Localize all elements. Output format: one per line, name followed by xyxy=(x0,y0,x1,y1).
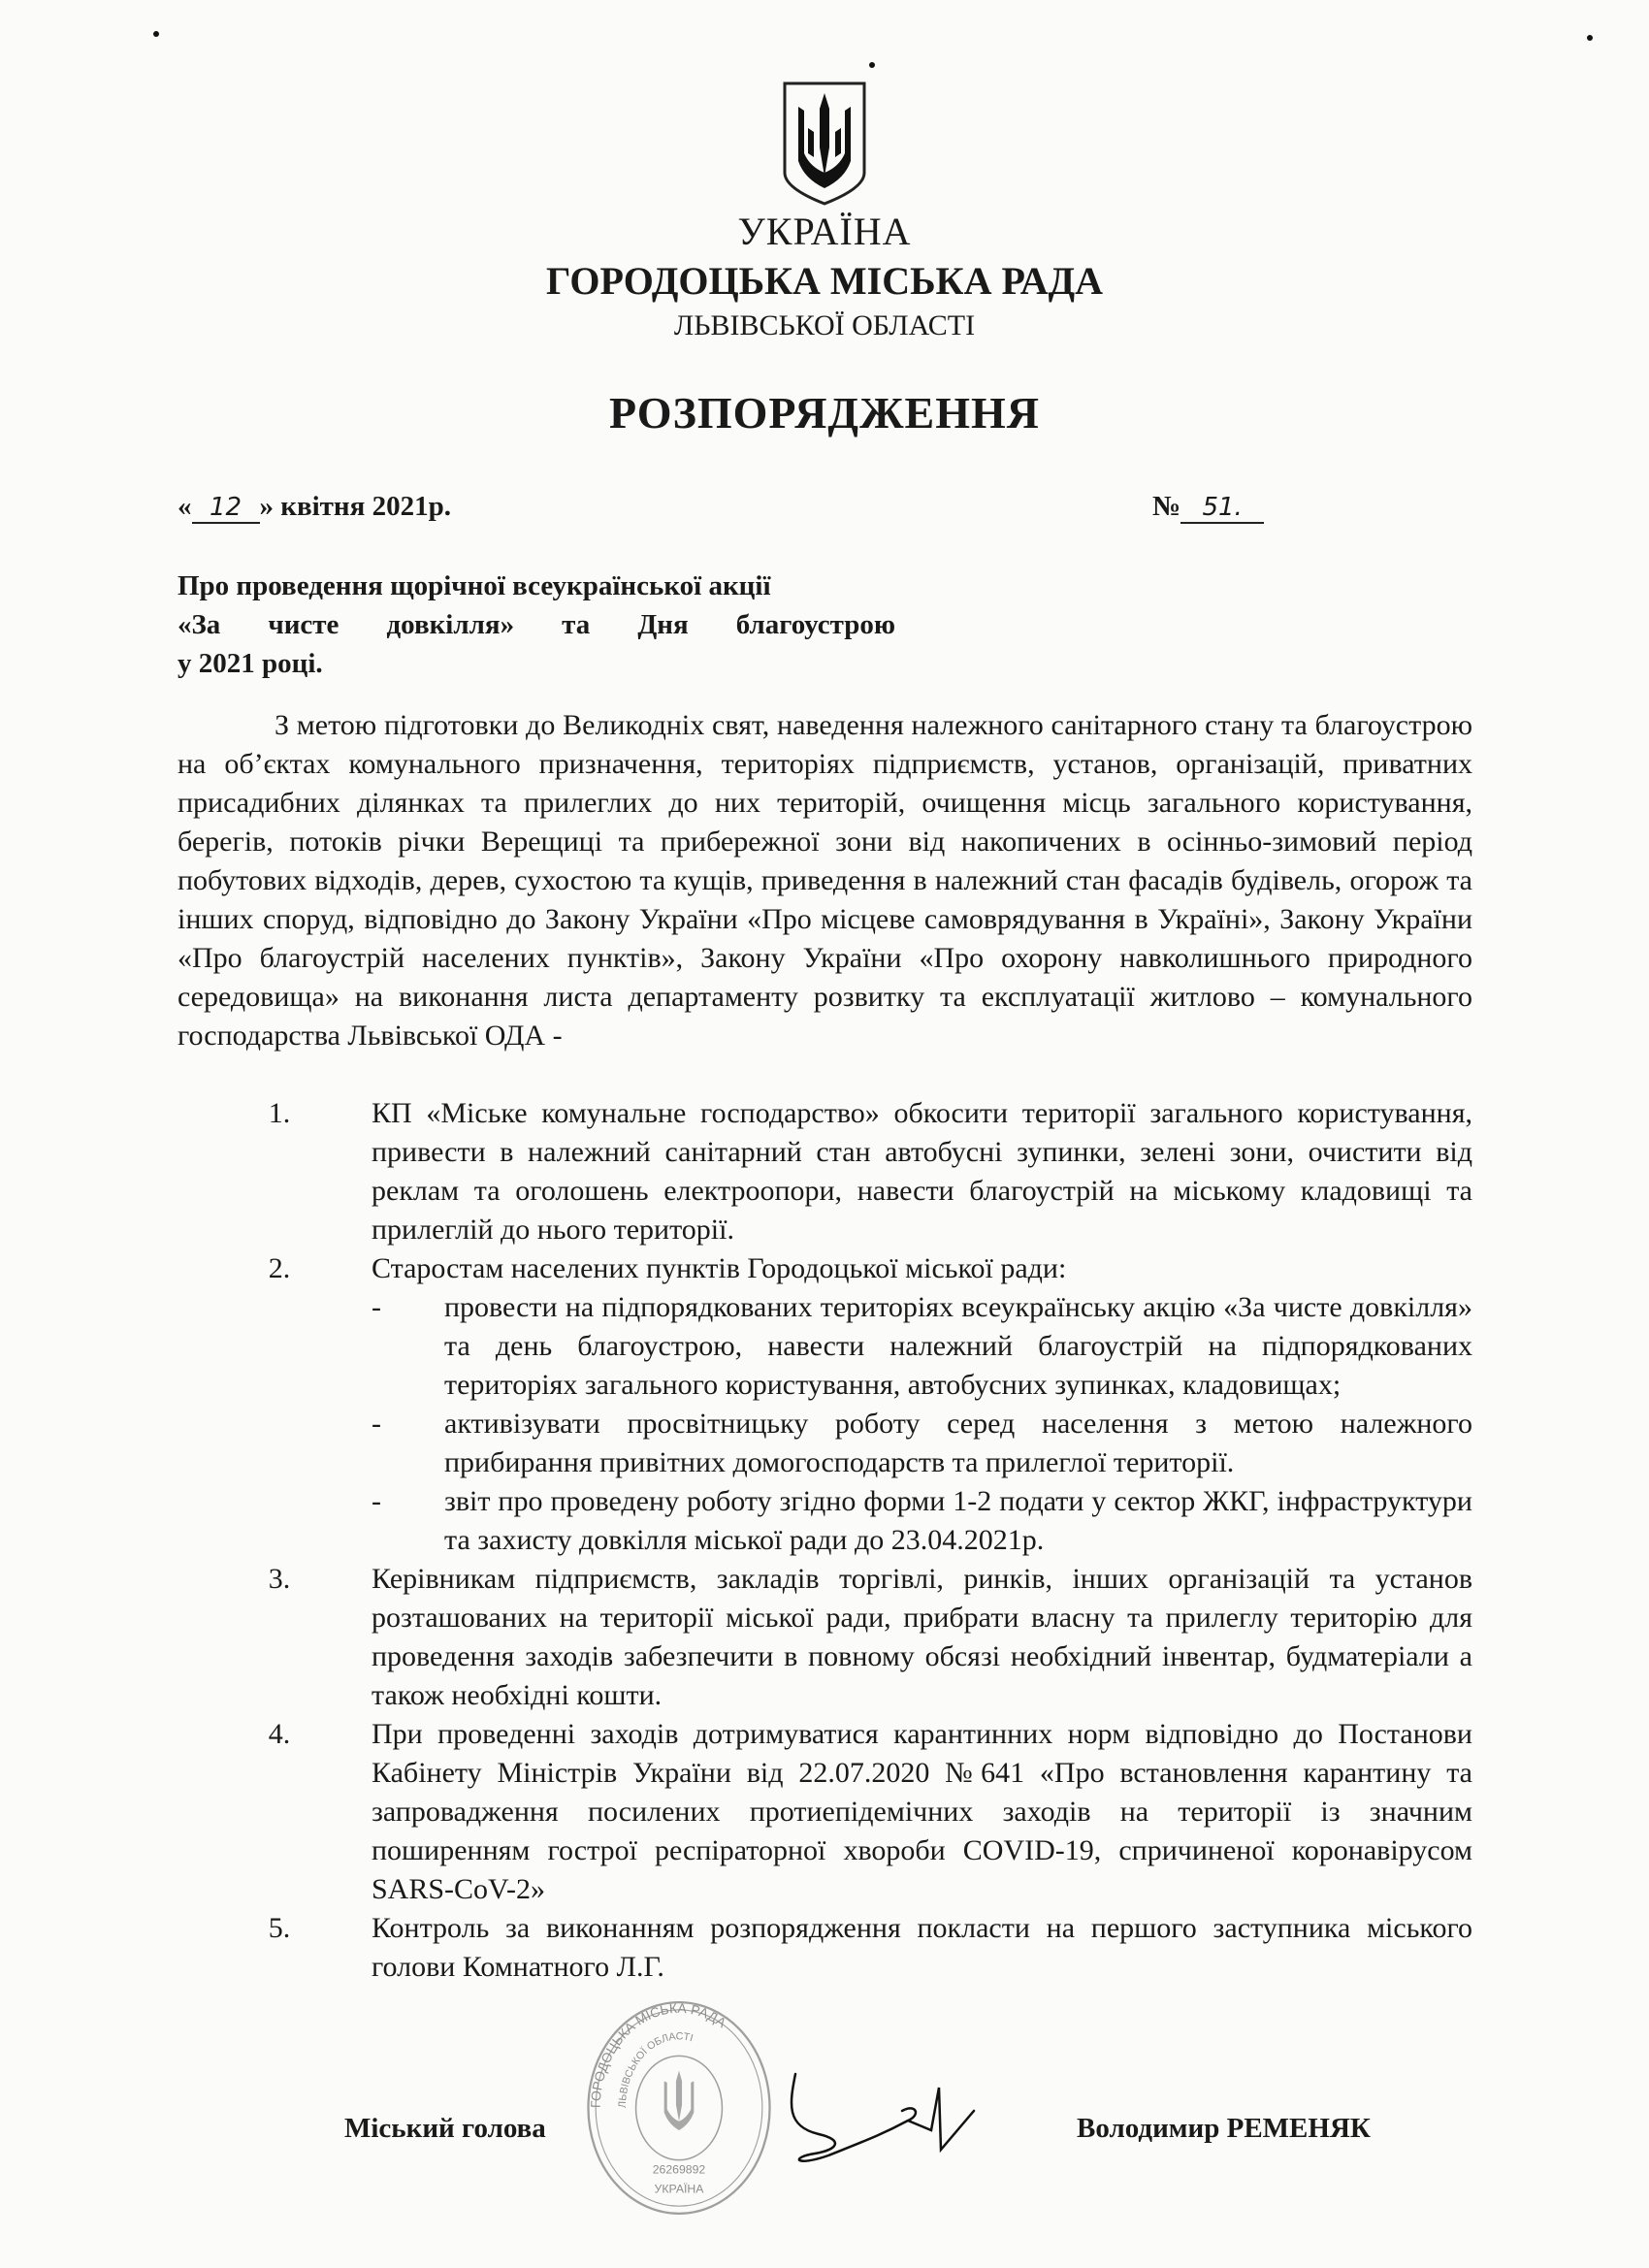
document-date xyxy=(178,491,451,524)
sub-item-dash: - xyxy=(372,1291,381,1323)
sub-item-text: звіт про проведену роботу згідно форми 1-2 подати у сектор ЖКГ, інфраструктури та захисту довкілля міської ради до 23.04.2021р. xyxy=(444,1485,1472,1556)
stamp-inner-text: ЛЬВІВСЬКОЇ ОБЛАСТІ xyxy=(616,2030,695,2109)
handwritten-number: 51. xyxy=(1180,493,1264,524)
date-rest: » квітня 2021р. xyxy=(259,491,451,522)
trident-emblem-icon xyxy=(781,80,868,208)
order-item xyxy=(178,1249,1472,1560)
stamp-code: 26269892 xyxy=(652,2162,706,2177)
sub-item-text: активізувати просвітницьку роботу серед населення з метою належного прибирання привітних домогосподарств та прилеглої території. xyxy=(444,1408,1472,1478)
stamp-outer-text: ГОРОДОЦЬКА МІСЬКА РАДА xyxy=(588,2000,729,2109)
subject-line: у 2021 році. xyxy=(178,648,323,679)
item-number: 4. xyxy=(268,1718,291,1750)
item-text: КП «Міське комунальне господарство» обкосити території загального користування, привести в належний санітарний стан автобусні зупинки, зелені зони, очистити від реклам та оголошень електроопори, навести благоустрій на міському кладовищі та прилеглій до нього території. xyxy=(372,1097,1472,1246)
document-meta-row xyxy=(178,491,1471,534)
svg-text:ЛЬВІВСЬКОЇ ОБЛАСТІ xyxy=(617,2030,695,2108)
official-stamp-icon xyxy=(582,1996,776,2219)
document-type-title: РОЗПОРЯДЖЕННЯ xyxy=(608,388,1041,437)
item-number: 5. xyxy=(268,1912,291,1944)
document-header xyxy=(0,0,1649,442)
sub-item xyxy=(372,1405,1472,1482)
signatory-title: Міський голова xyxy=(344,2113,546,2144)
country-heading: УКРАЇНА xyxy=(737,210,912,253)
item-text: Керівникам підприємств, закладів торгівлі, ринків, інших організацій та установ розташованих на території міської ради, прибрати власну та прилеглу територію для проведення заходів забезпечити в повному обсязі необхідний інвентар, будматеріали а також необхідні кошти. xyxy=(372,1563,1472,1711)
sub-item xyxy=(372,1288,1472,1405)
scan-speck xyxy=(869,62,875,68)
sub-item-dash: - xyxy=(372,1485,381,1517)
number-label: № xyxy=(1152,491,1181,522)
sub-item-text: провести на підпорядкованих територіях всеукраїнську акцію «За чисте довкілля» та день благоустрою, навести належний благоустрій на підпорядкованих територіях загального користування, автобусних зупинках, кладовищах; xyxy=(444,1291,1472,1401)
region-heading: ЛЬВІВСЬКОЇ ОБЛАСТІ xyxy=(673,309,976,341)
svg-text:ГОРОДОЦЬКА МІСЬКА РАДА xyxy=(589,2001,729,2108)
document-number xyxy=(1152,491,1264,524)
sub-item-dash: - xyxy=(372,1408,381,1440)
order-item xyxy=(178,1560,1472,1715)
date-open-quote: « xyxy=(178,491,192,522)
item-number: 1. xyxy=(268,1097,291,1129)
document-subject xyxy=(178,567,895,683)
subject-line: «За чисте довкілля» та Дня благоустрою xyxy=(178,609,895,640)
item-intro: Старостам населених пунктів Городоцької міської ради: xyxy=(372,1252,1067,1284)
handwritten-signature-icon xyxy=(776,2055,1048,2171)
preamble-paragraph: З метою підготовки до Великодніх свят, наведення належного санітарного стану та благоустрою на об’єктах комунального призначення, територіях підприємств, установ, організацій, приватних присадибних ділянках та прилеглих до них територій, очищення місць загального користування, берегів, потоків річки Верещиці та прибережної зони від накопичених в осінньо-зимовий період побутових відходів, дерев, сухостою та кущів, приведення в належний стан фасадів будівель, огорож та інших споруд, відповідно до Закону України «Про місцеве самоврядування в Україні», Закону України «Про благоустрій населених пунктів», Закону України «Про охорону навколишнього природного середовища» на виконання листа департаменту розвитку та експлуатації житлово – комунального господарства Львівської ОДА - xyxy=(178,709,1472,1052)
scan-speck xyxy=(153,31,159,37)
order-item xyxy=(178,1094,1472,1249)
item-text: При проведенні заходів дотримуватися карантинних норм відповідно до Постанови Кабінету Міністрів України від 22.07.2020 №641 «Про встановлення карантину та запровадження посилених протиепідемічних заходів на території із значним поширенням гострої респіраторної хвороби COVID-19, спричиненої коронавірусом SARS-CoV-2» xyxy=(372,1718,1472,1905)
item-number: 2. xyxy=(268,1252,291,1284)
order-item xyxy=(178,1715,1472,1909)
item-text: Контроль за виконанням розпорядження покласти на першого заступника міського голови Комнатного Л.Г. xyxy=(372,1912,1472,1983)
signatory-name: Володимир РЕМЕНЯК xyxy=(1077,2113,1371,2144)
order-items-list xyxy=(178,1094,1472,1987)
signature-block xyxy=(0,1996,1649,2219)
handwritten-day: 12 xyxy=(192,493,260,524)
sub-item xyxy=(372,1482,1472,1560)
item-number: 3. xyxy=(268,1563,291,1595)
item-text xyxy=(372,1249,1472,1560)
order-item xyxy=(178,1909,1472,1987)
subject-line: Про проведення щорічної всеукраїнської акції xyxy=(178,570,771,601)
council-heading: ГОРОДОЦЬКА МІСЬКА РАДА xyxy=(545,259,1104,303)
scan-speck xyxy=(1587,35,1593,41)
stamp-bottom-text: УКРАЇНА xyxy=(654,2182,704,2196)
